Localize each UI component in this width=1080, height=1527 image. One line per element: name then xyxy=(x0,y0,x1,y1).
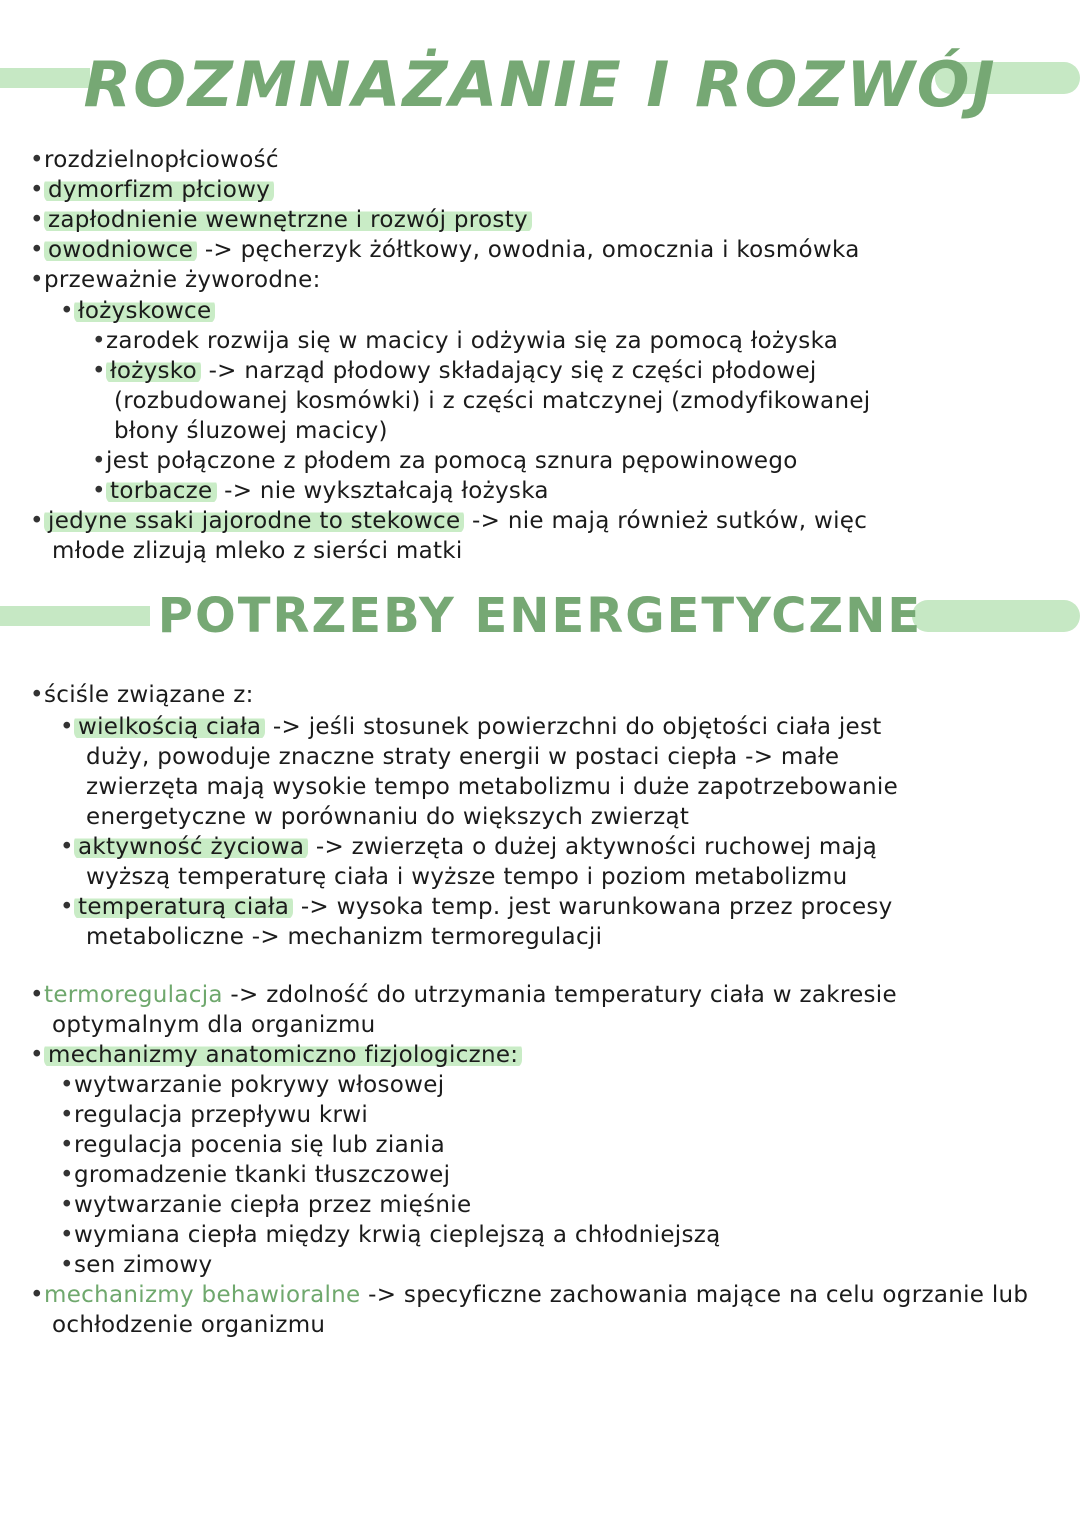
note-text: energetyczne w porównaniu do większych zwierząt xyxy=(86,804,690,830)
bullet-icon: • xyxy=(92,328,106,354)
highlighted-term: temperaturą ciała xyxy=(74,894,293,920)
note-line xyxy=(60,1100,368,1130)
note-line xyxy=(30,145,279,175)
note-text: przeważnie żyworodne: xyxy=(44,267,321,293)
highlighted-term: jedyne ssaki jajorodne to stekowce xyxy=(44,508,464,534)
note-text: -> narząd płodowy składający się z części płodowej xyxy=(200,358,817,384)
note-line xyxy=(52,1310,325,1340)
bullet-icon: • xyxy=(60,894,74,920)
note-text: zarodek rozwija się w macicy i odżywia się za pomocą łożyska xyxy=(106,328,839,354)
note-text: -> nie wykształcają łożyska xyxy=(216,478,549,504)
bullet-icon: • xyxy=(60,834,74,860)
note-text: -> pęcherzyk żółtkowy, owodnia, omocznia i kosmówka xyxy=(197,237,860,263)
bullet-icon: • xyxy=(30,177,44,203)
bullet-icon: • xyxy=(60,714,74,740)
note-line xyxy=(114,416,388,446)
note-line xyxy=(60,712,882,742)
bullet-icon: • xyxy=(30,682,44,708)
note-text: -> specyficzne zachowania mające na celu ogrzanie lub xyxy=(360,1282,1029,1308)
note-text: błony śluzowej macicy) xyxy=(114,418,388,444)
note-text: metaboliczne -> mechanizm termoregulacji xyxy=(86,924,603,950)
note-text: wytwarzanie ciepła przez mięśnie xyxy=(74,1192,472,1218)
note-text: -> zdolność do utrzymania temperatury ciała w zakresie xyxy=(222,982,897,1008)
highlighted-term: zapłodnienie wewnętrzne i rozwój prosty xyxy=(44,207,532,233)
note-text: zwierzęta mają wysokie tempo metabolizmu i duże zapotrzebowanie xyxy=(86,774,899,800)
bullet-icon: • xyxy=(92,448,106,474)
note-line xyxy=(30,1280,1028,1310)
note-text: gromadzenie tkanki tłuszczowej xyxy=(74,1162,451,1188)
note-line xyxy=(60,832,877,862)
section-title: ROZMNAŻANIE I ROZWÓJ xyxy=(83,48,997,121)
note-text: ochłodzenie organizmu xyxy=(52,1312,326,1338)
note-line xyxy=(86,922,602,952)
note-line xyxy=(30,235,860,265)
note-line xyxy=(60,1070,444,1100)
note-line xyxy=(60,1160,450,1190)
note-line xyxy=(92,356,817,386)
note-line xyxy=(30,506,867,536)
note-line xyxy=(30,175,274,205)
highlighted-term: łożysko xyxy=(106,358,201,384)
note-line xyxy=(30,980,897,1010)
note-line xyxy=(52,536,463,566)
note-line xyxy=(86,742,839,772)
note-text: wyższą temperaturę ciała i wyższe tempo i poziom metabolizmu xyxy=(86,864,848,890)
note-text: młode zlizują mleko z sierści matki xyxy=(52,538,463,564)
note-line xyxy=(86,802,689,832)
note-line xyxy=(52,1010,376,1040)
bullet-icon: • xyxy=(60,1162,74,1188)
bullet-icon: • xyxy=(60,298,74,324)
note-text: wytwarzanie pokrywy włosowej xyxy=(74,1072,445,1098)
note-line xyxy=(92,446,798,476)
note-text: regulacja pocenia się lub ziania xyxy=(74,1132,445,1158)
bullet-icon: • xyxy=(30,1042,44,1068)
bullet-icon: • xyxy=(30,237,44,263)
note-text: wymiana ciepła między krwią cieplejszą a chłodniejszą xyxy=(74,1222,721,1248)
note-line xyxy=(60,296,215,326)
bullet-icon: • xyxy=(92,478,106,504)
bullet-icon: • xyxy=(60,1252,74,1278)
bullet-icon: • xyxy=(60,1222,74,1248)
highlighted-term: dymorfizm płciowy xyxy=(44,177,274,203)
note-line xyxy=(60,1220,721,1250)
green-term: mechanizmy behawioralne xyxy=(44,1282,361,1308)
note-text: (rozbudowanej kosmówki) i z części matczynej (zmodyfikowanej xyxy=(114,388,871,414)
note-text: sen zimowy xyxy=(74,1252,213,1278)
highlighted-term: wielkością ciała xyxy=(74,714,265,740)
section-title: POTRZEBY ENERGETYCZNE xyxy=(157,588,923,644)
note-text: -> nie mają również sutków, więc xyxy=(464,508,868,534)
note-line xyxy=(30,1040,522,1070)
note-text: duży, powoduje znaczne straty energii w postaci ciepła -> małe xyxy=(86,744,840,770)
highlighted-term: mechanizmy anatomiczno fizjologiczne: xyxy=(44,1042,522,1068)
bullet-icon: • xyxy=(30,207,44,233)
note-text: jest połączone z płodem za pomocą sznura pępowinowego xyxy=(106,448,798,474)
highlighted-term: owodniowce xyxy=(44,237,197,263)
note-text: regulacja przepływu krwi xyxy=(74,1102,369,1128)
note-line xyxy=(92,326,838,356)
bullet-icon: • xyxy=(60,1132,74,1158)
note-text: -> jeśli stosunek powierzchni do objętości ciała jest xyxy=(265,714,882,740)
note-line xyxy=(30,205,532,235)
note-line xyxy=(30,680,254,710)
bullet-icon: • xyxy=(60,1192,74,1218)
highlighted-term: łożyskowce xyxy=(74,298,215,324)
green-term: termoregulacja xyxy=(44,982,223,1008)
note-line xyxy=(86,772,898,802)
bullet-icon: • xyxy=(30,1282,44,1308)
note-text: -> zwierzęta o dużej aktywności ruchowej mają xyxy=(308,834,878,860)
bullet-icon: • xyxy=(92,358,106,384)
note-text: -> wysoka temp. jest warunkowana przez procesy xyxy=(293,894,893,920)
note-line xyxy=(30,265,321,295)
highlighted-term: torbacze xyxy=(106,478,217,504)
note-text: optymalnym dla organizmu xyxy=(52,1012,376,1038)
note-line xyxy=(92,476,549,506)
bullet-icon: • xyxy=(60,1102,74,1128)
note-line xyxy=(60,892,893,922)
bullet-icon: • xyxy=(60,1072,74,1098)
bullet-icon: • xyxy=(30,147,44,173)
note-text: rozdzielnopłciowość xyxy=(44,147,279,173)
bullet-icon: • xyxy=(30,508,44,534)
bullet-icon: • xyxy=(30,982,44,1008)
note-line xyxy=(60,1190,471,1220)
bullet-icon: • xyxy=(30,267,44,293)
note-line xyxy=(60,1130,445,1160)
note-line xyxy=(114,386,870,416)
note-line xyxy=(60,1250,212,1280)
highlighted-term: aktywność życiowa xyxy=(74,834,308,860)
note-text: ściśle związane z: xyxy=(44,682,254,708)
note-line xyxy=(86,862,847,892)
